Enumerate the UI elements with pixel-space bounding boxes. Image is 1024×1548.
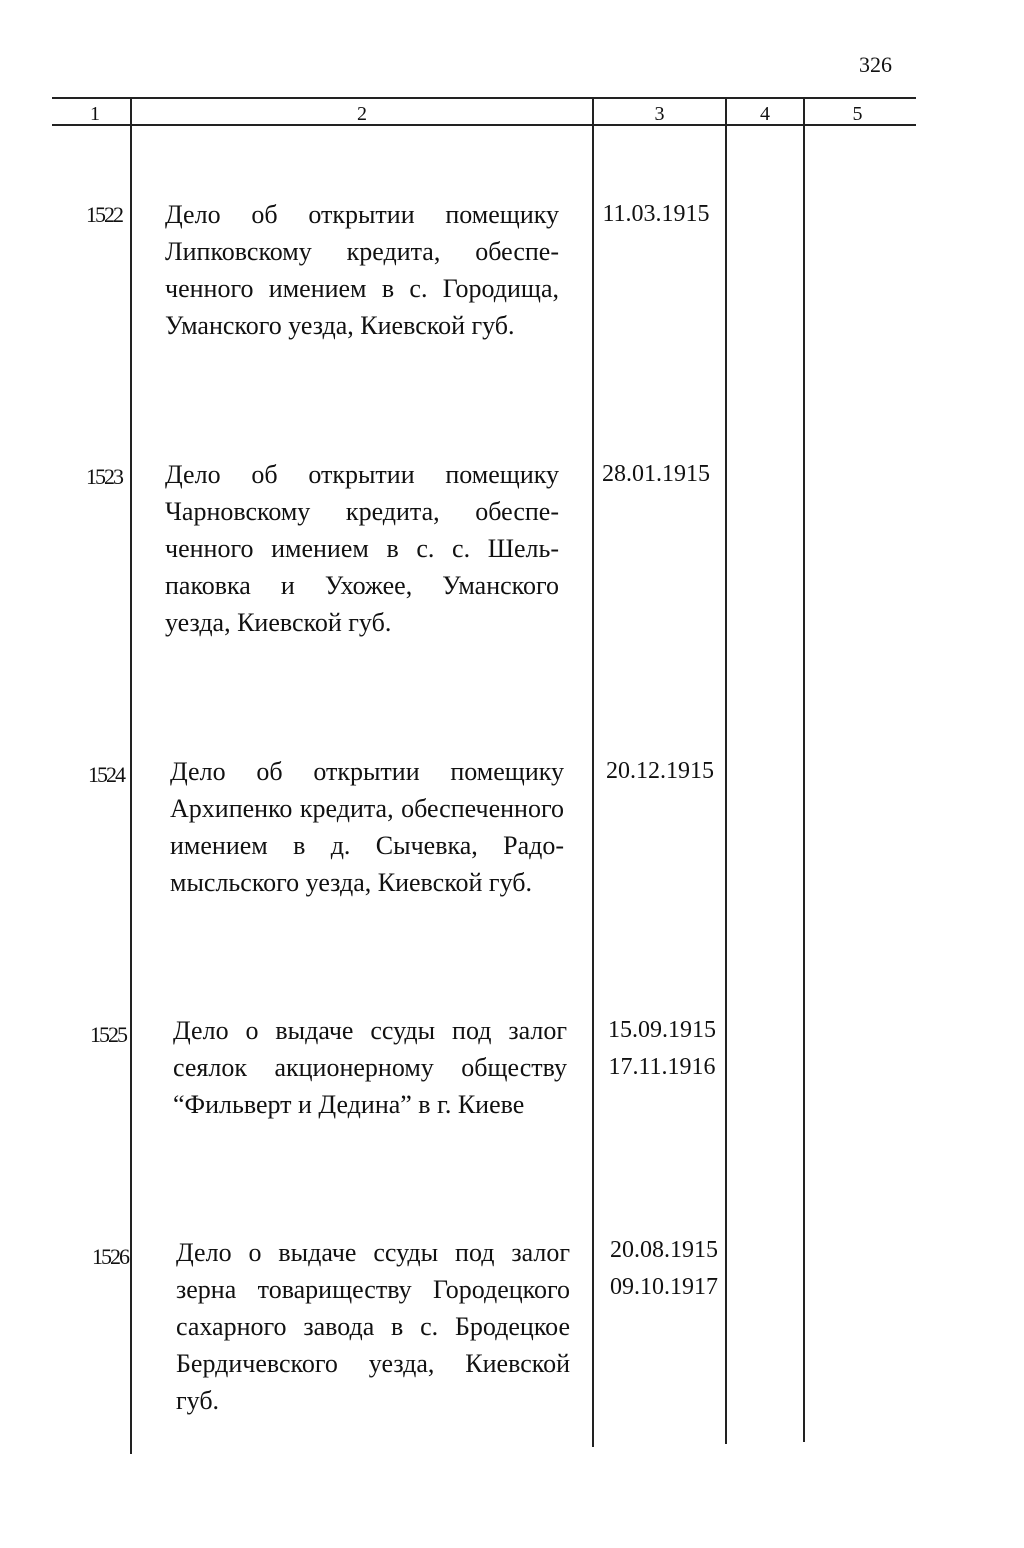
entry-date: 17.11.1916	[608, 1054, 716, 1080]
column-header-3: 3	[654, 103, 665, 125]
column-header-1: 1	[90, 103, 100, 125]
entry-date: 20.08.1915	[610, 1237, 718, 1263]
entry-number: 1523	[86, 464, 122, 489]
entry-dates	[600, 1012, 724, 1086]
entry-description: Дело об открытии помещику Липковскому кредита, обеспе-ченного имением в с. Городища, Уманского уезда, Киевской губ.	[165, 200, 559, 340]
column-header-5: 5	[852, 103, 863, 125]
header-top-rule	[52, 97, 916, 99]
page-number: 326	[859, 52, 892, 77]
entry-date: 15.09.1915	[608, 1017, 716, 1043]
entry-description: Дело об открытии помещику Архипенко кредита, обеспеченного имением в д. Сычевка, Радо-мысльского уезда, Киевской губ.	[170, 757, 564, 897]
entry-number: 1526	[92, 1244, 128, 1269]
column-divider-4	[803, 97, 805, 1442]
column-header-2: 2	[357, 103, 367, 125]
entry-date: 09.10.1917	[610, 1274, 718, 1300]
entry-dates	[602, 1232, 726, 1306]
entry-description: Дело о выдаче ссуды под залог зерна товариществу Городецкого сахарного завода в с. Бродецкое Бердичевского уезда, Киевской губ.	[176, 1238, 570, 1415]
entry-number: 1525	[90, 1022, 126, 1047]
column-divider-1	[130, 97, 132, 1454]
column-header-4: 4	[760, 103, 770, 125]
entry-date: 28.01.1915	[602, 461, 710, 487]
entry-number: 1524	[88, 762, 124, 787]
entry-description: Дело о выдаче ссуды под залог сеялок акционерному обществу “Фильверт и Дедина” в г. Киеве	[173, 1016, 567, 1119]
column-divider-2	[592, 97, 594, 1447]
entry-dates	[598, 753, 722, 790]
entry-dates	[594, 456, 718, 493]
entry-number: 1522	[86, 202, 122, 227]
entry-description: Дело об открытии помещику Чарновскому кредита, обеспе-ченного имением в с. с. Шель-паковка и Ухожее, Уманского уезда, Киевской губ.	[165, 460, 559, 637]
entry-date: 20.12.1915	[606, 758, 714, 784]
entry-dates	[594, 196, 718, 233]
entry-date: 11.03.1915	[602, 201, 710, 227]
